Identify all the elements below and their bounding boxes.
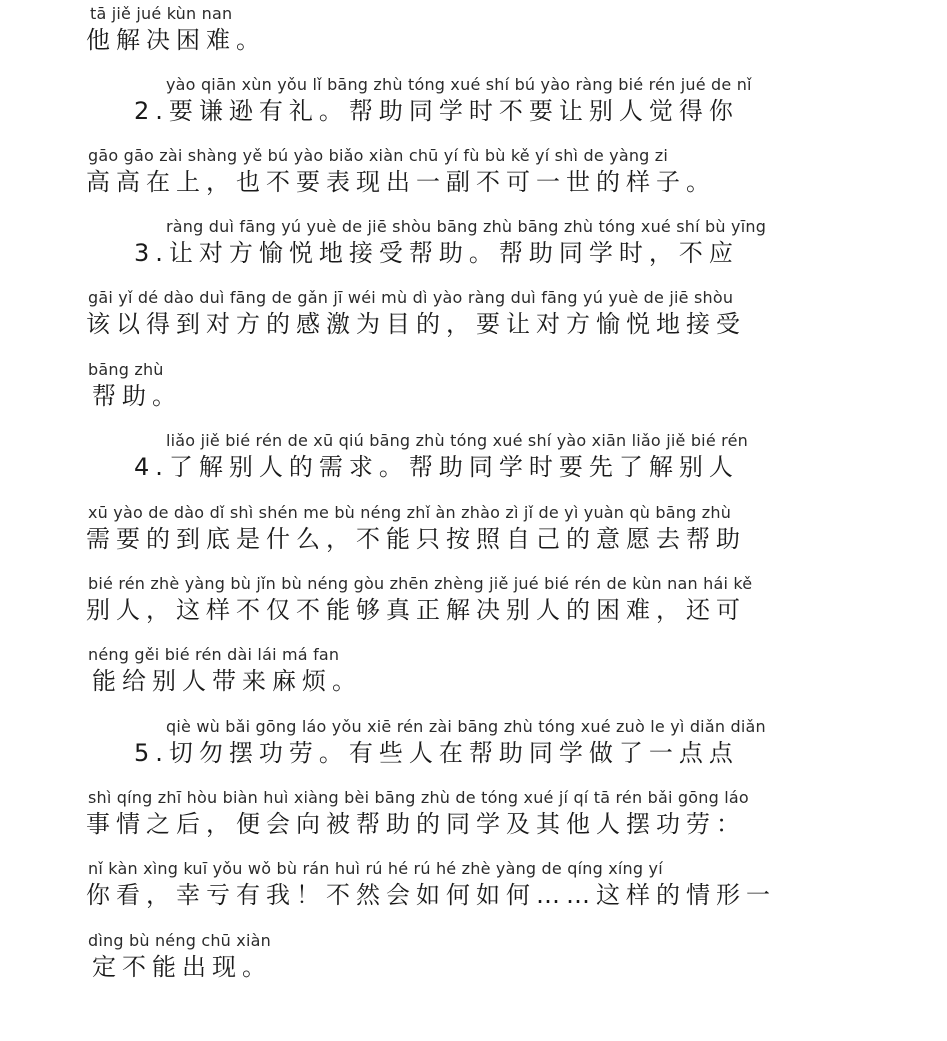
pinyin-line: bié rén zhè yàng bù jǐn bù néng gòu zhēn zhèng jiě jué bié rén de kùn nan hái kě [88,574,753,593]
pinyin-line: liǎo jiě bié rén de xū qiú bāng zhù tóng xué shí yào xiān liǎo jiě bié rén [166,431,748,450]
text-line: 帮助。 [92,382,182,410]
text-line: 5.切勿摆功劳。有些人在帮助同学做了一点点 [134,739,739,767]
text-line: 4.了解别人的需求。帮助同学时要先了解别人 [134,453,739,481]
pinyin-line: nǐ kàn xìng kuī yǒu wǒ bù rán huì rú hé rú hé zhè yàng de qíng xíng yí [88,859,663,878]
text-line: 能给别人带来麻烦。 [92,667,362,695]
pinyin-line: dìng bù néng chū xiàn [88,931,271,950]
pinyin-line: ràng duì fāng yú yuè de jiē shòu bāng zhù bāng zhù tóng xué shí bù yīng [166,217,767,236]
text-line: 高高在上，也不要表现出一副不可一世的样子。 [86,168,716,196]
pinyin-line: tā jiě jué kùn nan [90,4,233,23]
pinyin-line: bāng zhù [88,360,164,379]
pinyin-line: qiè wù bǎi gōng láo yǒu xiē rén zài bāng zhù tóng xué zuò le yì diǎn diǎn [166,717,766,736]
text-line: 别人，这样不仅不能够真正解决别人的困难，还可 [86,596,746,624]
pinyin-line: gāi yǐ dé dào duì fāng de gǎn jī wéi mù dì yào ràng duì fāng yú yuè de jiē shòu [88,288,734,307]
text-line: 你看，幸亏有我！不然会如何如何……这样的情形一 [86,881,776,909]
pinyin-line: gāo gāo zài shàng yě bú yào biǎo xiàn chū yí fù bù kě yí shì de yàng zi [88,146,669,165]
text-line: 需要的到底是什么，不能只按照自己的意愿去帮助 [86,525,746,553]
pinyin-line: xū yào de dào dǐ shì shén me bù néng zhǐ àn zhào zì jǐ de yì yuàn qù bāng zhù [88,503,732,522]
text-line: 事情之后，便会向被帮助的同学及其他人摆功劳： [86,810,746,838]
pinyin-line: néng gěi bié rén dài lái má fan [88,645,340,664]
pinyin-line: yào qiān xùn yǒu lǐ bāng zhù tóng xué shí bú yào ràng bié rén jué de nǐ [166,75,752,94]
text-line: 该以得到对方的感激为目的，要让对方愉悦地接受 [86,310,746,338]
text-line: 3.让对方愉悦地接受帮助。帮助同学时，不应 [134,239,739,267]
text-line: 他解决困难。 [86,26,266,54]
text-line: 2.要谦逊有礼。帮助同学时不要让别人觉得你 [134,97,739,125]
pinyin-line: shì qíng zhī hòu biàn huì xiàng bèi bāng zhù de tóng xué jí qí tā rén bǎi gōng láo [88,788,749,807]
text-line: 定不能出现。 [92,953,272,981]
